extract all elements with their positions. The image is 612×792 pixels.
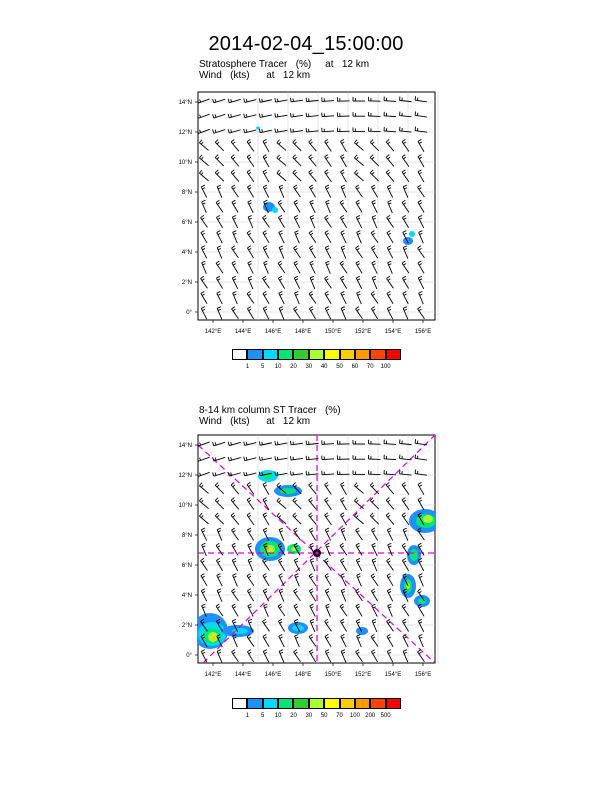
stratosphere-tracer-map (170, 88, 440, 350)
panel1-lat-label: 14°N (178, 100, 192, 106)
panel1-colorbar-swatch (340, 349, 355, 360)
panel1-lat-label: 2°N (181, 280, 192, 286)
panel1-colorbar-label: 60 (351, 364, 359, 370)
panel1-lon-label: 142°E (204, 329, 222, 335)
panel1-colorbar-label: 100 (380, 364, 391, 370)
panel2-colorbar-label: 200 (365, 713, 376, 719)
panel1-colorbar-swatch (386, 349, 401, 360)
panel2-lon-label: 146°E (264, 672, 282, 678)
panel2-lat-label: 10°N (178, 503, 192, 509)
panel2-colorbar-label: 1 (245, 713, 250, 719)
tracer-patch (280, 488, 296, 494)
panel2-colorbar-swatch (293, 698, 308, 709)
column-tracer-map (170, 431, 440, 693)
panel1-colorbar-swatch (232, 349, 247, 360)
panel2-colorbar-label: 20 (290, 713, 297, 719)
panel2-lat-label: 2°N (181, 623, 192, 629)
panel2-colorbar-swatch (370, 698, 385, 709)
panel1-colorbar-swatch (370, 349, 385, 360)
tracer-patch (423, 515, 433, 523)
page-title: 2014-02-04_15:00:00 (208, 33, 404, 55)
panel2-lon-label: 156°E (414, 672, 432, 678)
panel1-colorbar-label: 70 (366, 364, 374, 370)
panel1-colorbar-label: 30 (305, 364, 313, 370)
panel1-colorbar-label: 20 (290, 364, 297, 370)
panel2-lat-label: 12°N (178, 473, 192, 479)
panel1-map-frame (198, 92, 435, 320)
panel1-colorbar-label: 10 (274, 364, 282, 370)
panel2-lat-label: 4°N (181, 593, 192, 599)
panel2-colorbar-swatch (340, 698, 355, 709)
panel2-colorbar-swatch (386, 698, 401, 709)
panel2-colorbar-swatch (309, 698, 324, 709)
panel2-colorbar-swatch (278, 698, 293, 709)
panel2-title-line2: Wind (kts) at 12 km (199, 416, 311, 427)
panel1-colorbar-swatch (309, 349, 324, 360)
panel1-lat-label: 8°N (181, 190, 192, 196)
panel2-colorbar-label: 100 (349, 713, 360, 719)
panel2-lon-label: 148°E (294, 672, 312, 678)
panel1-colorbar-swatch (293, 349, 308, 360)
panel2-colorbar-label: 5 (261, 713, 265, 719)
panel2-colorbar-swatch (263, 698, 278, 709)
panel2-colorbar-swatch (247, 698, 262, 709)
panel2-lat-label: 14°N (178, 443, 192, 449)
panel1-title-line2: Wind (kts) at 12 km (199, 70, 311, 81)
panel1-colorbar-swatch (263, 349, 278, 360)
tracer-patch (212, 636, 216, 640)
panel1-lat-label: 12°N (178, 130, 192, 136)
panel1-colorbar-label: 50 (336, 364, 343, 370)
panel1-lon-label: 146°E (264, 329, 282, 335)
panel2-colorbar-swatch (232, 698, 247, 709)
tracer-patch (356, 627, 368, 635)
panel1-lon-label: 152°E (354, 329, 372, 335)
tracer-patch (410, 549, 418, 561)
panel2-colorbar-label: 50 (320, 713, 328, 719)
panel2-lon-label: 154°E (384, 672, 402, 678)
tracer-patch (232, 628, 248, 634)
panel1-colorbar-label: 5 (261, 364, 265, 370)
panel1-lon-label: 148°E (294, 329, 312, 335)
panel2-lat-label: 6°N (181, 563, 192, 569)
panel2-lon-label: 152°E (354, 672, 372, 678)
panel1-lon-label: 150°E (324, 329, 342, 335)
panel1-lon-label: 144°E (234, 329, 252, 335)
panel2-colorbar-label: 10 (274, 713, 282, 719)
panel2-lat-label: 8°N (181, 533, 192, 539)
panel2-title-line1: 8-14 km column ST Tracer (%) (199, 405, 341, 416)
panel1-colorbar-swatch (324, 349, 339, 360)
panel2-colorbar-swatch (324, 698, 339, 709)
panel1-lat-label: 4°N (181, 250, 192, 256)
panel2-colorbar-label: 500 (380, 713, 391, 719)
panel1-lon-label: 154°E (384, 329, 402, 335)
panel1-colorbar-swatch (355, 349, 370, 360)
panel2-colorbar-label: 70 (336, 713, 343, 719)
tracer-patch (418, 598, 426, 604)
panel1-lat-label: 10°N (178, 160, 192, 166)
panel2-lat-label: 0° (186, 653, 192, 659)
panel1-colorbar-label: 40 (320, 364, 328, 370)
panel1-colorbar-label: 1 (245, 364, 250, 370)
panel2-lon-label: 150°E (324, 672, 342, 678)
panel1-colorbar-swatch (247, 349, 262, 360)
panel2-colorbar-label: 30 (305, 713, 313, 719)
panel2-lon-label: 144°E (234, 672, 252, 678)
panel2-lon-label: 142°E (204, 672, 222, 678)
panel2-colorbar-swatch (355, 698, 370, 709)
panel1-lon-label: 156°E (414, 329, 432, 335)
panel1-lat-label: 0° (186, 310, 192, 316)
tracer-patch (403, 237, 413, 245)
panel1-lat-label: 6°N (181, 220, 192, 226)
panel1-title-line1: Stratosphere Tracer (%) at 12 km (199, 59, 370, 70)
panel1-colorbar-swatch (278, 349, 293, 360)
